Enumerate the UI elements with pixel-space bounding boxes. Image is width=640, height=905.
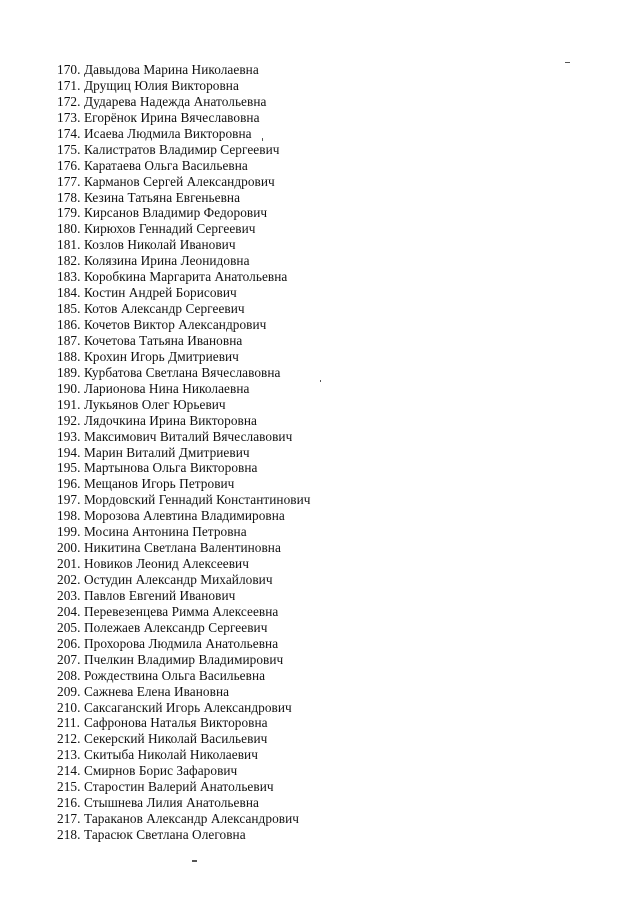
- entry-name: Крохин Игорь Дмитриевич: [84, 348, 239, 364]
- entry-number: 176.: [57, 157, 81, 173]
- entry-name: Коробкина Маргарита Анатольевна: [84, 269, 288, 285]
- entry-number: 198.: [57, 508, 81, 524]
- entry-name: Котов Александр Сергеевич: [84, 301, 245, 317]
- scan-speck: [192, 860, 197, 862]
- list-item: [57, 460, 311, 476]
- list-item: [57, 588, 311, 604]
- list-item: [57, 445, 311, 461]
- entry-number: 218.: [57, 827, 81, 842]
- list-item: [57, 126, 311, 142]
- entry-number: 194.: [57, 444, 81, 460]
- list-item: [57, 333, 311, 349]
- entry-name: Стышнева Лилия Анатольевна: [84, 795, 259, 811]
- entry-name: Лукьянов Олег Юрьевич: [84, 396, 226, 412]
- entry-number: 183.: [57, 269, 81, 285]
- entry-number: 180.: [57, 221, 81, 237]
- list-item: [57, 795, 311, 811]
- list-item: [57, 779, 311, 795]
- list-item: [57, 317, 311, 333]
- entry-name: Тараканов Александр Александрович: [84, 811, 300, 827]
- list-item: [57, 700, 311, 716]
- list-item: [57, 636, 311, 652]
- entry-name: Кочетова Татьяна Ивановна: [84, 332, 243, 348]
- entry-number: 204.: [57, 603, 81, 619]
- entry-name: Друщиц Юлия Викторовна: [84, 77, 239, 93]
- entry-number: 195.: [57, 460, 81, 476]
- entry-name: Тарасюк Светлана Олеговна: [84, 827, 246, 842]
- list-item: [57, 556, 311, 572]
- entry-name: Лядочкина Ирина Викторовна: [84, 412, 257, 428]
- entry-name: Кезина Татьяна Евгеньевна: [84, 189, 241, 205]
- list-item: [57, 827, 311, 843]
- entry-number: 207.: [57, 651, 81, 667]
- list-item: [57, 508, 311, 524]
- entry-name: Смирнов Борис Зафарович: [84, 763, 238, 779]
- entry-name: Мосина Антонина Петровна: [84, 524, 247, 540]
- list-item: [57, 94, 311, 110]
- scan-speck: [565, 62, 570, 63]
- entry-number: 213.: [57, 747, 81, 763]
- entry-number: 179.: [57, 205, 81, 221]
- entry-number: 172.: [57, 93, 81, 109]
- entry-number: 217.: [57, 811, 81, 827]
- entry-name: Ларионова Нина Николаевна: [84, 380, 250, 396]
- list-item: [57, 715, 311, 731]
- entry-number: 188.: [57, 348, 81, 364]
- scan-speck: [320, 380, 321, 382]
- entry-name: Калистратов Владимир Сергеевич: [84, 141, 280, 157]
- entry-name: Никитина Светлана Валентиновна: [84, 540, 281, 556]
- entry-name: Максимович Виталий Вячеславович: [84, 428, 293, 444]
- list-item: [57, 476, 311, 492]
- list-item: [57, 731, 311, 747]
- entry-name: Сажнева Елена Ивановна: [84, 683, 230, 699]
- entry-number: 199.: [57, 524, 81, 540]
- list-item: [57, 158, 311, 174]
- list-item: [57, 269, 311, 285]
- entry-name: Козлов Николай Иванович: [84, 237, 236, 253]
- entry-number: 193.: [57, 428, 81, 444]
- list-item: [57, 413, 311, 429]
- entry-number: 190.: [57, 380, 81, 396]
- entry-number: 216.: [57, 795, 81, 811]
- entry-name: Кирсанов Владимир Федорович: [84, 205, 268, 221]
- list-item: [57, 78, 311, 94]
- entry-number: 214.: [57, 763, 81, 779]
- entry-number: 201.: [57, 556, 81, 572]
- list-item: [57, 684, 311, 700]
- entry-number: 206.: [57, 635, 81, 651]
- list-item: [57, 253, 311, 269]
- entry-name: Карманов Сергей Александрович: [84, 173, 275, 189]
- entry-name: Каратаева Ольга Васильевна: [84, 157, 248, 173]
- list-item: [57, 668, 311, 684]
- list-item: [57, 811, 311, 827]
- entry-name: Кочетов Виктор Александрович: [84, 317, 267, 332]
- entry-number: 197.: [57, 492, 81, 508]
- entry-number: 203.: [57, 587, 81, 603]
- entry-number: 215.: [57, 779, 81, 795]
- entry-number: 173.: [57, 109, 81, 125]
- entry-name: Морозова Алевтина Владимировна: [84, 508, 285, 524]
- entry-name: Дударева Надежда Анатольевна: [84, 93, 267, 109]
- name-list: [57, 62, 311, 843]
- list-item: [57, 205, 311, 221]
- entry-number: 211.: [57, 715, 80, 731]
- entry-name: Курбатова Светлана Вячеславовна: [84, 364, 281, 380]
- entry-name: Колязина Ирина Леонидовна: [84, 253, 250, 269]
- entry-number: 171.: [57, 77, 81, 93]
- list-item: [57, 604, 311, 620]
- entry-name: Мордовский Геннадий Константинович: [84, 492, 311, 508]
- entry-name: Рождествина Ольга Васильевна: [84, 667, 266, 683]
- list-item: [57, 397, 311, 413]
- entry-number: 187.: [57, 332, 81, 348]
- entry-number: 208.: [57, 667, 81, 683]
- entry-name: Давыдова Марина Николаевна: [84, 62, 259, 77]
- entry-name: Полежаев Александр Сергеевич: [84, 619, 268, 635]
- list-item: [57, 620, 311, 636]
- entry-name: Секерский Николай Васильевич: [84, 731, 268, 747]
- list-item: [57, 572, 311, 588]
- list-item: [57, 110, 311, 126]
- entry-number: 212.: [57, 731, 81, 747]
- entry-number: 186.: [57, 317, 81, 332]
- entry-number: 191.: [57, 396, 81, 412]
- entry-name: Исаева Людмила Викторовна: [84, 125, 252, 141]
- list-item: [57, 221, 311, 237]
- list-item: [57, 237, 311, 253]
- entry-name: Егорёнок Ирина Вячеславовна: [84, 109, 260, 125]
- entry-number: 209.: [57, 683, 81, 699]
- entry-name: Саксаганский Игорь Александрович: [84, 699, 292, 715]
- entry-number: 181.: [57, 237, 81, 253]
- list-item: [57, 142, 311, 158]
- entry-name: Прохорова Людмила Анатольевна: [84, 635, 279, 651]
- list-item: [57, 429, 311, 445]
- entry-number: 192.: [57, 412, 81, 428]
- entry-name: Костин Андрей Борисович: [84, 285, 237, 301]
- entry-name: Перевезенцева Римма Алексеевна: [84, 603, 279, 619]
- entry-name: Пчелкин Владимир Владимирович: [84, 651, 284, 667]
- entry-number: 210.: [57, 699, 81, 715]
- entry-number: 170.: [57, 62, 81, 77]
- entry-name: Скитыба Николай Николаевич: [84, 747, 258, 763]
- entry-name: Павлов Евгений Иванович: [84, 587, 236, 603]
- entry-number: 200.: [57, 540, 81, 556]
- entry-number: 196.: [57, 476, 81, 492]
- list-item: [57, 62, 311, 78]
- list-item: [57, 524, 311, 540]
- entry-name: Остудин Александр Михайлович: [84, 572, 273, 587]
- list-item: [57, 747, 311, 763]
- entry-number: 184.: [57, 285, 81, 301]
- entry-number: 178.: [57, 189, 81, 205]
- entry-number: 189.: [57, 364, 81, 380]
- entry-number: 205.: [57, 619, 81, 635]
- list-item: [57, 365, 311, 381]
- entry-name: Мещанов Игорь Петрович: [84, 476, 235, 492]
- entry-name: Новиков Леонид Алексеевич: [84, 556, 249, 572]
- list-item: [57, 763, 311, 779]
- entry-name: Марин Виталий Дмитриевич: [84, 444, 250, 460]
- list-item: [57, 301, 311, 317]
- entry-number: 182.: [57, 253, 81, 269]
- list-item: [57, 492, 311, 508]
- list-item: [57, 285, 311, 301]
- entry-name: Сафронова Наталья Викторовна: [84, 715, 268, 731]
- list-item: [57, 349, 311, 365]
- entry-name: Мартынова Ольга Викторовна: [84, 460, 258, 476]
- entry-number: 177.: [57, 173, 81, 189]
- list-item: [57, 381, 311, 397]
- list-item: [57, 174, 311, 190]
- entry-number: 175.: [57, 141, 81, 157]
- entry-number: 185.: [57, 301, 81, 317]
- entry-number: 202.: [57, 572, 81, 587]
- list-item: [57, 652, 311, 668]
- entry-name: Старостин Валерий Анатольевич: [84, 779, 274, 795]
- entry-number: 174.: [57, 125, 81, 141]
- list-item: [57, 540, 311, 556]
- entry-name: Кирюхов Геннадий Сергеевич: [84, 221, 256, 237]
- list-item: [57, 190, 311, 206]
